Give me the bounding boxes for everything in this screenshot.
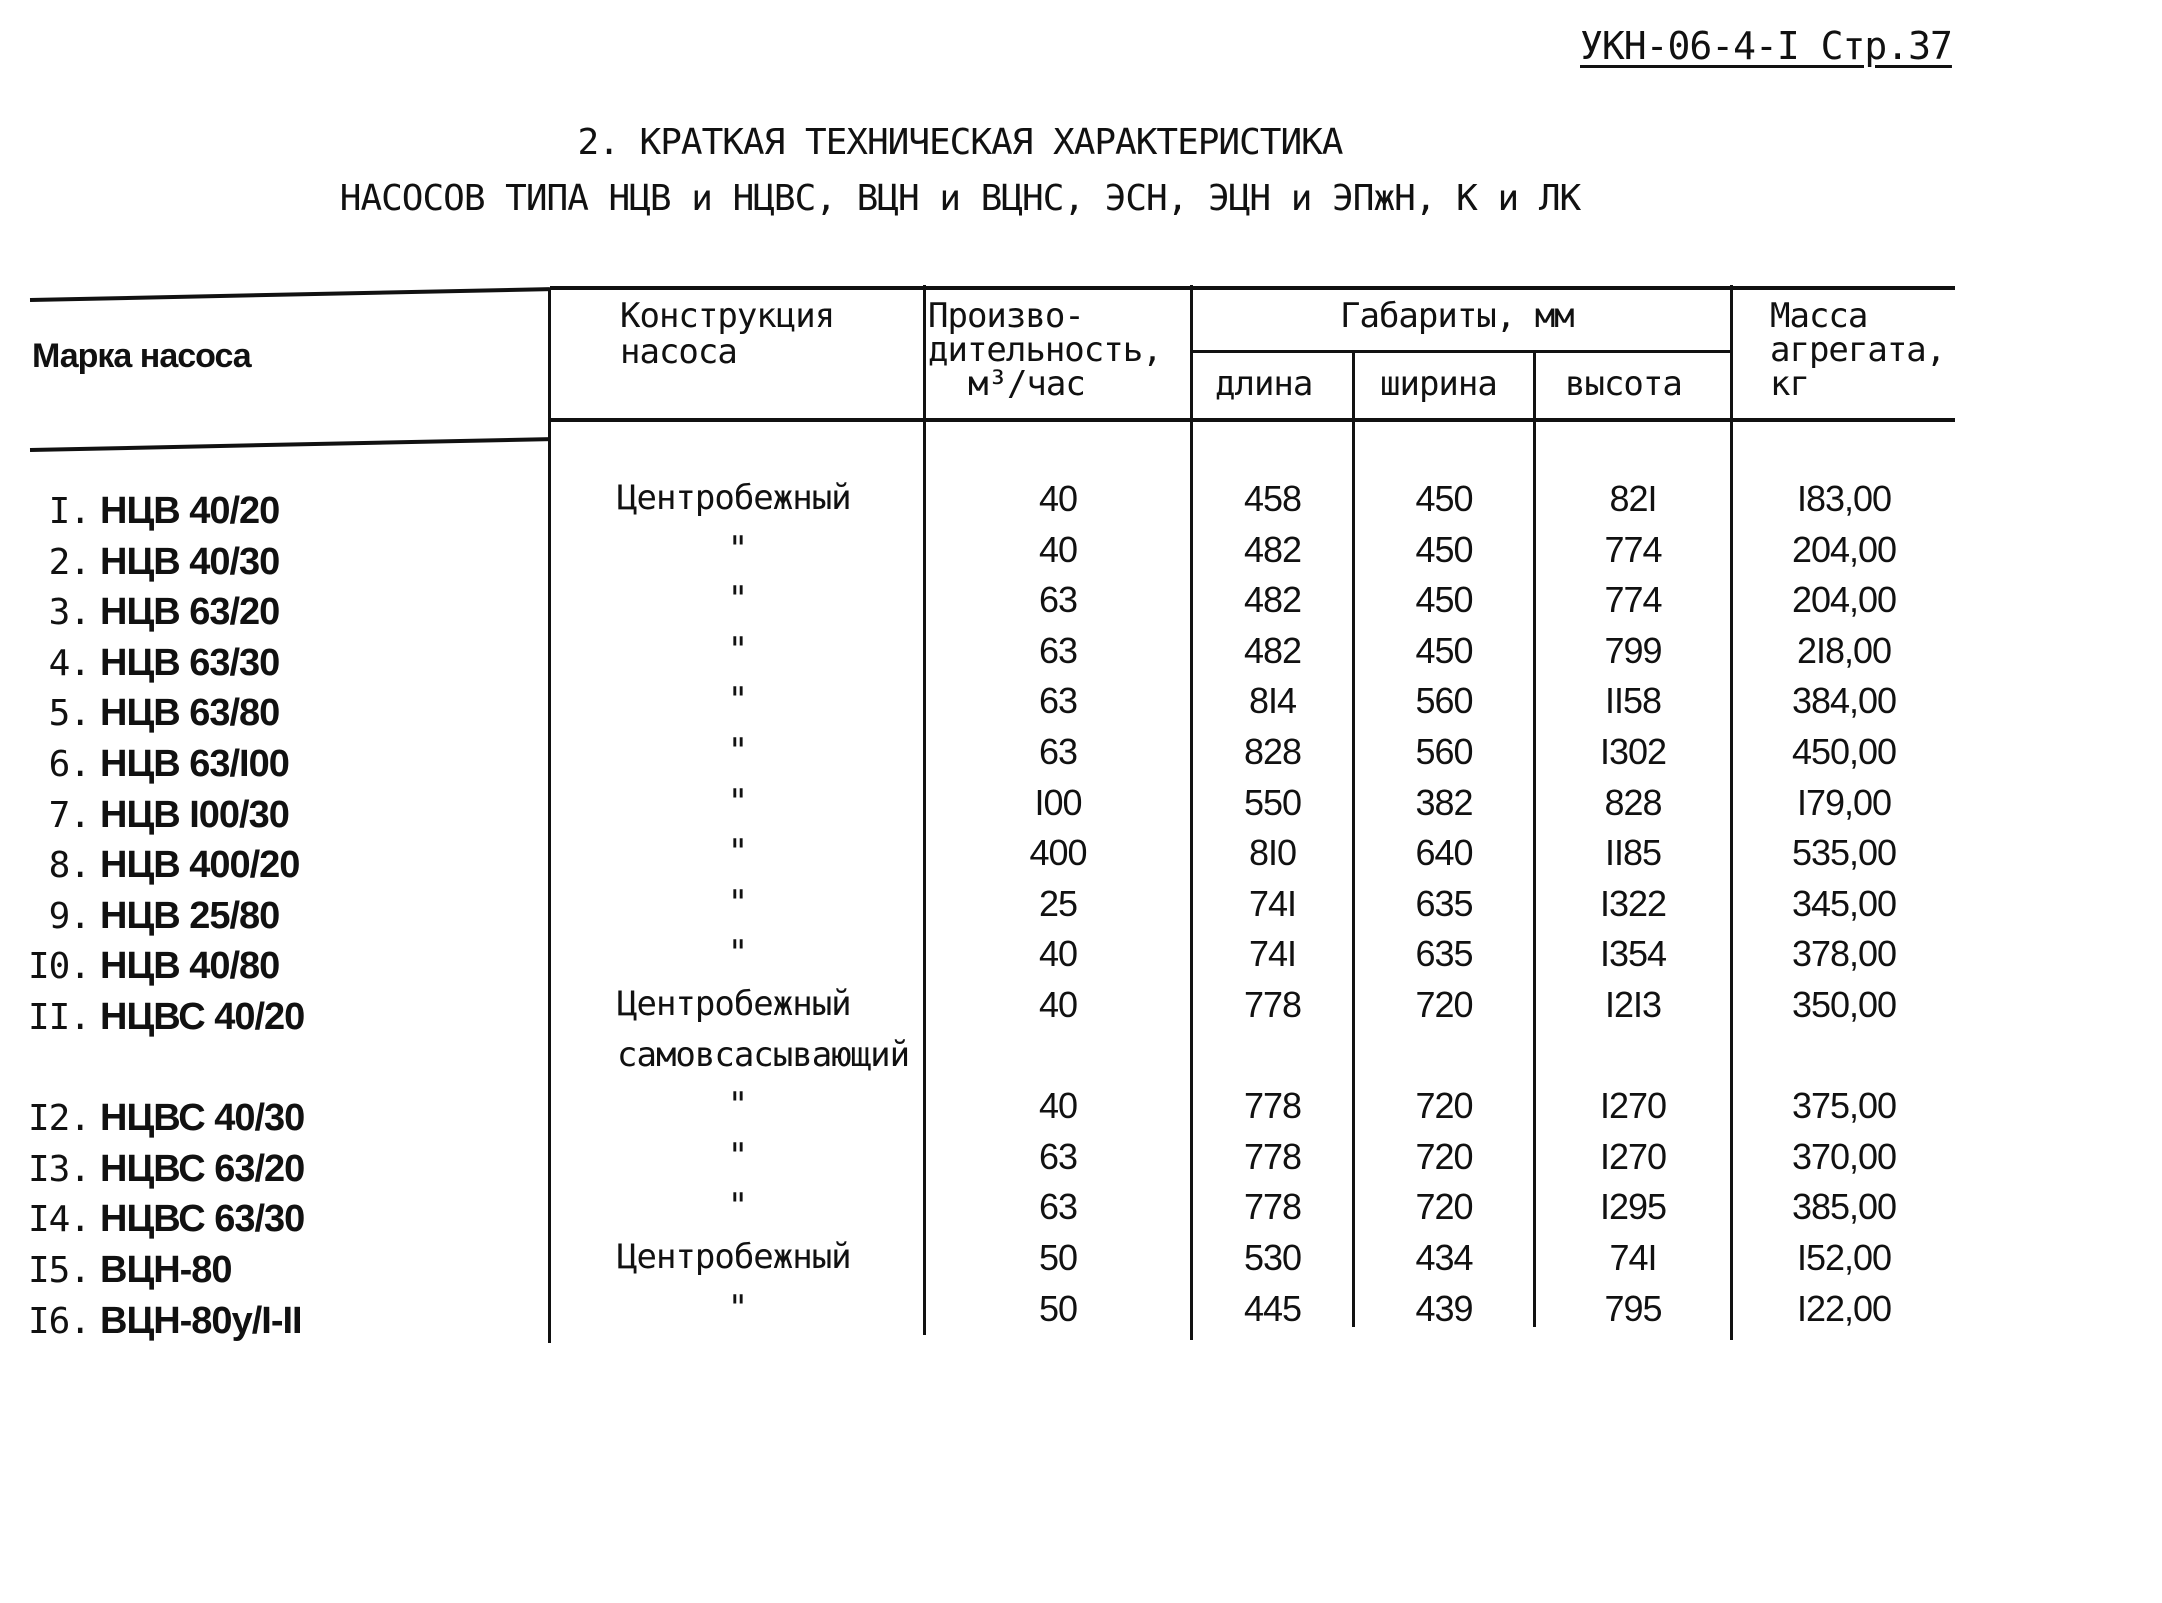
cell-design: "	[727, 1186, 748, 1227]
page-title: 2. КРАТКАЯ ТЕХНИЧЕСКАЯ ХАРАКТЕРИСТИКА	[577, 122, 1343, 163]
cell-length: 458	[1243, 478, 1302, 519]
table-row-brand	[10, 1097, 530, 1145]
pump-brand: НЦВ 63/I00	[100, 743, 289, 785]
cell-width: 635	[1415, 933, 1473, 975]
pump-brand: НЦВ 40/80	[100, 945, 280, 988]
table-row-brand	[10, 1300, 530, 1348]
row-number: 7.	[48, 794, 90, 836]
table-row-brand	[10, 1249, 530, 1297]
cell-height: 774	[1604, 528, 1662, 570]
col-header-mass-1: Масса	[1770, 296, 1868, 336]
cell-length: 828	[1243, 731, 1302, 772]
cell-width	[1355, 1035, 1533, 1083]
cell-width: 640	[1415, 832, 1473, 874]
pump-brand: НЦВ 25/80	[100, 894, 280, 937]
col-header-dimensions: Габариты, мм	[1340, 296, 1574, 336]
row-number: I6.	[27, 1300, 90, 1342]
cell-capacity: 63	[1038, 680, 1078, 722]
cell-length: 482	[1243, 579, 1302, 621]
col-header-design-2: насоса	[620, 332, 737, 372]
cell-height: II58	[1604, 680, 1662, 722]
cell-length	[1193, 1035, 1352, 1083]
row-number: 6.	[48, 744, 90, 785]
cell-height: 799	[1604, 629, 1662, 671]
col-header-height: высота	[1565, 364, 1682, 404]
row-number: I3.	[27, 1148, 90, 1190]
cell-capacity: 40	[1038, 1085, 1078, 1127]
cell-design: "	[727, 680, 748, 721]
col-header-design-1: Конструкция	[620, 296, 835, 336]
row-number: I2.	[27, 1098, 90, 1140]
cell-length: 778	[1243, 1085, 1302, 1127]
cell-capacity: I00	[1034, 781, 1082, 823]
cell-height: I295	[1599, 1186, 1667, 1228]
cell-width: 450	[1415, 478, 1473, 519]
cell-capacity: 40	[1038, 984, 1078, 1025]
document-code: УКН-06-4-I Стр.37	[1580, 24, 1952, 68]
cell-length: 778	[1243, 1135, 1302, 1177]
cell-mass: 450,00	[1791, 731, 1897, 772]
cell-design: Центробежный	[617, 1237, 851, 1277]
cell-height: II85	[1604, 832, 1662, 874]
col-header-width: ширина	[1380, 364, 1497, 404]
col-sep-1	[548, 288, 551, 1343]
pump-brand: НЦВ 400/20	[100, 844, 300, 887]
cell-mass: I83,00	[1796, 478, 1892, 519]
pump-brand: НЦВС 40/20	[100, 996, 305, 1038]
cell-mass	[1733, 1035, 1955, 1083]
cell-design: самовсасывающий	[617, 1034, 910, 1075]
cell-design: "	[727, 882, 748, 923]
col-header-length: длина	[1215, 364, 1313, 404]
pump-brand: НЦВС 63/30	[100, 1198, 305, 1241]
cell-design: "	[727, 832, 748, 873]
page-subtitle: НАСОСОВ ТИПА НЦВ и НЦВС, ВЦН и ВЦНС, ЭСН, ЭЦН и ЭПжН, К и ЛК	[339, 178, 1581, 219]
cell-width: 560	[1415, 680, 1473, 722]
col-header-capacity-1: Произво-	[928, 296, 1084, 336]
cell-design: "	[727, 781, 748, 822]
table-row-brand	[10, 895, 530, 943]
cell-width: 450	[1415, 629, 1473, 671]
row-number: 3.	[48, 592, 90, 634]
cell-capacity: 50	[1038, 1237, 1078, 1278]
cell-length: 8I0	[1248, 832, 1297, 874]
pump-brand: НЦВ 63/30	[100, 641, 280, 684]
cell-design: "	[727, 731, 748, 771]
row-number: II.	[27, 997, 90, 1038]
cell-capacity: 63	[1038, 579, 1078, 621]
cell-mass: 385,00	[1791, 1186, 1897, 1228]
col-header-mass-3: кг	[1770, 364, 1809, 404]
cell-width: 635	[1415, 882, 1473, 924]
table-row-brand	[10, 1198, 530, 1246]
cell-capacity: 63	[1038, 731, 1078, 772]
row-number: I4.	[27, 1199, 90, 1241]
cell-capacity: 63	[1038, 1186, 1078, 1228]
cell-design: "	[727, 1287, 748, 1328]
cell-mass: 535,00	[1791, 832, 1897, 874]
cell-design: Центробежный	[617, 984, 851, 1024]
pump-brand: НЦВ 63/20	[100, 591, 280, 634]
cell-capacity: 50	[1038, 1287, 1078, 1329]
table-header-bottom-rule	[550, 418, 1955, 422]
table-row-brand	[10, 996, 530, 1044]
cell-length: 445	[1243, 1287, 1302, 1329]
cell-length: 482	[1243, 528, 1302, 570]
pump-brand: НЦВ I00/30	[100, 793, 289, 836]
table-row-brand	[10, 743, 530, 791]
pump-brand: НЦВС 63/20	[100, 1147, 305, 1190]
cell-design: "	[727, 579, 748, 620]
table-top-rule-left	[30, 287, 550, 302]
col-header-mass-2: агрегата,	[1770, 330, 1946, 370]
table-row-brand	[10, 1148, 530, 1196]
pump-brand: НЦВ 40/30	[100, 540, 280, 583]
cell-capacity: 25	[1038, 882, 1078, 924]
cell-height: 74I	[1609, 1237, 1657, 1278]
cell-length: 778	[1243, 1186, 1302, 1228]
cell-height: I270	[1599, 1135, 1667, 1177]
cell-mass: 370,00	[1791, 1135, 1897, 1177]
cell-capacity: 40	[1038, 528, 1078, 570]
cell-design: "	[727, 1085, 748, 1126]
cell-length: 8I4	[1248, 680, 1297, 722]
cell-capacity: 63	[1038, 1135, 1078, 1177]
cell-capacity: 40	[1038, 933, 1078, 975]
row-number: I5.	[27, 1250, 90, 1291]
cell-design: "	[727, 629, 748, 670]
cell-capacity: 40	[1038, 478, 1078, 519]
cell-design: "	[727, 528, 748, 569]
cell-width: 450	[1415, 528, 1473, 570]
cell-width: 450	[1415, 579, 1473, 621]
cell-width: 560	[1415, 731, 1473, 772]
cell-mass: 384,00	[1791, 680, 1897, 722]
cell-length: 550	[1243, 781, 1302, 823]
cell-height	[1536, 1035, 1730, 1083]
cell-width: 439	[1415, 1287, 1473, 1329]
row-number: 8.	[48, 845, 90, 887]
cell-height: 795	[1604, 1287, 1662, 1329]
cell-width: 720	[1415, 1085, 1473, 1127]
table-top-rule-right	[550, 286, 1955, 290]
cell-mass: 204,00	[1791, 528, 1897, 570]
cell-mass: 345,00	[1791, 882, 1897, 924]
cell-mass: 350,00	[1791, 984, 1897, 1025]
row-number: 9.	[48, 895, 90, 937]
cell-capacity	[926, 1035, 1190, 1083]
col-header-brand: Марка насоса	[32, 337, 251, 375]
row-number: 5.	[48, 693, 90, 735]
cell-width: 720	[1415, 1186, 1473, 1228]
cell-height: 774	[1604, 579, 1662, 621]
row-number: 2.	[48, 541, 90, 583]
cell-mass: 378,00	[1791, 933, 1897, 975]
cell-length: 778	[1243, 984, 1302, 1025]
table-row-brand	[10, 490, 530, 538]
cell-capacity: 400	[1029, 832, 1087, 874]
cell-mass: 2I8,00	[1796, 629, 1892, 671]
pump-brand: ВЦН-80	[100, 1249, 232, 1291]
cell-mass: I22,00	[1796, 1287, 1892, 1329]
cell-height: 828	[1604, 781, 1662, 823]
cell-width: 720	[1415, 984, 1473, 1025]
col-header-capacity-3: м³/час	[968, 364, 1085, 404]
col-header-capacity-2: дительность,	[928, 330, 1162, 370]
table-row-brand	[10, 844, 530, 892]
cell-design: "	[727, 1135, 748, 1176]
table-row-brand	[10, 642, 530, 690]
cell-length: 74I	[1248, 882, 1297, 924]
table-row-brand	[10, 692, 530, 740]
table-header-bottom-rule-left	[30, 437, 550, 452]
cell-height: I302	[1599, 731, 1667, 772]
cell-mass: I79,00	[1796, 781, 1892, 823]
cell-mass: I52,00	[1796, 1237, 1892, 1278]
pump-brand: ВЦН-80у/I-II	[100, 1299, 302, 1342]
cell-design: "	[727, 933, 748, 974]
row-number: I.	[48, 491, 90, 532]
table-row-brand	[10, 541, 530, 589]
cell-design: Центробежный	[617, 478, 851, 518]
row-number: 4.	[48, 642, 90, 684]
cell-mass: 375,00	[1791, 1085, 1897, 1127]
cell-width: 434	[1415, 1237, 1473, 1278]
cell-width: 720	[1415, 1135, 1473, 1177]
cell-height: I354	[1599, 933, 1667, 975]
table-row-brand	[10, 794, 530, 842]
cell-capacity: 63	[1038, 629, 1078, 671]
table-row-brand	[10, 945, 530, 993]
cell-height: I2I3	[1604, 984, 1662, 1025]
cell-height: I270	[1599, 1085, 1667, 1127]
cell-length: 74I	[1248, 933, 1297, 975]
cell-length: 530	[1243, 1237, 1302, 1278]
row-number: I0.	[27, 946, 90, 988]
cell-length: 482	[1243, 629, 1302, 671]
pump-brand: НЦВС 40/30	[100, 1097, 305, 1140]
cell-width: 382	[1415, 781, 1473, 823]
dimensions-subheader-rule	[1190, 350, 1732, 353]
cell-mass: 204,00	[1791, 579, 1897, 621]
pump-brand: НЦВ 40/20	[100, 490, 280, 532]
pump-brand: НЦВ 63/80	[100, 692, 280, 735]
cell-height: 82I	[1609, 478, 1657, 519]
table-row-brand	[10, 1047, 530, 1095]
table-row-brand	[10, 591, 530, 639]
cell-height: I322	[1599, 882, 1667, 924]
